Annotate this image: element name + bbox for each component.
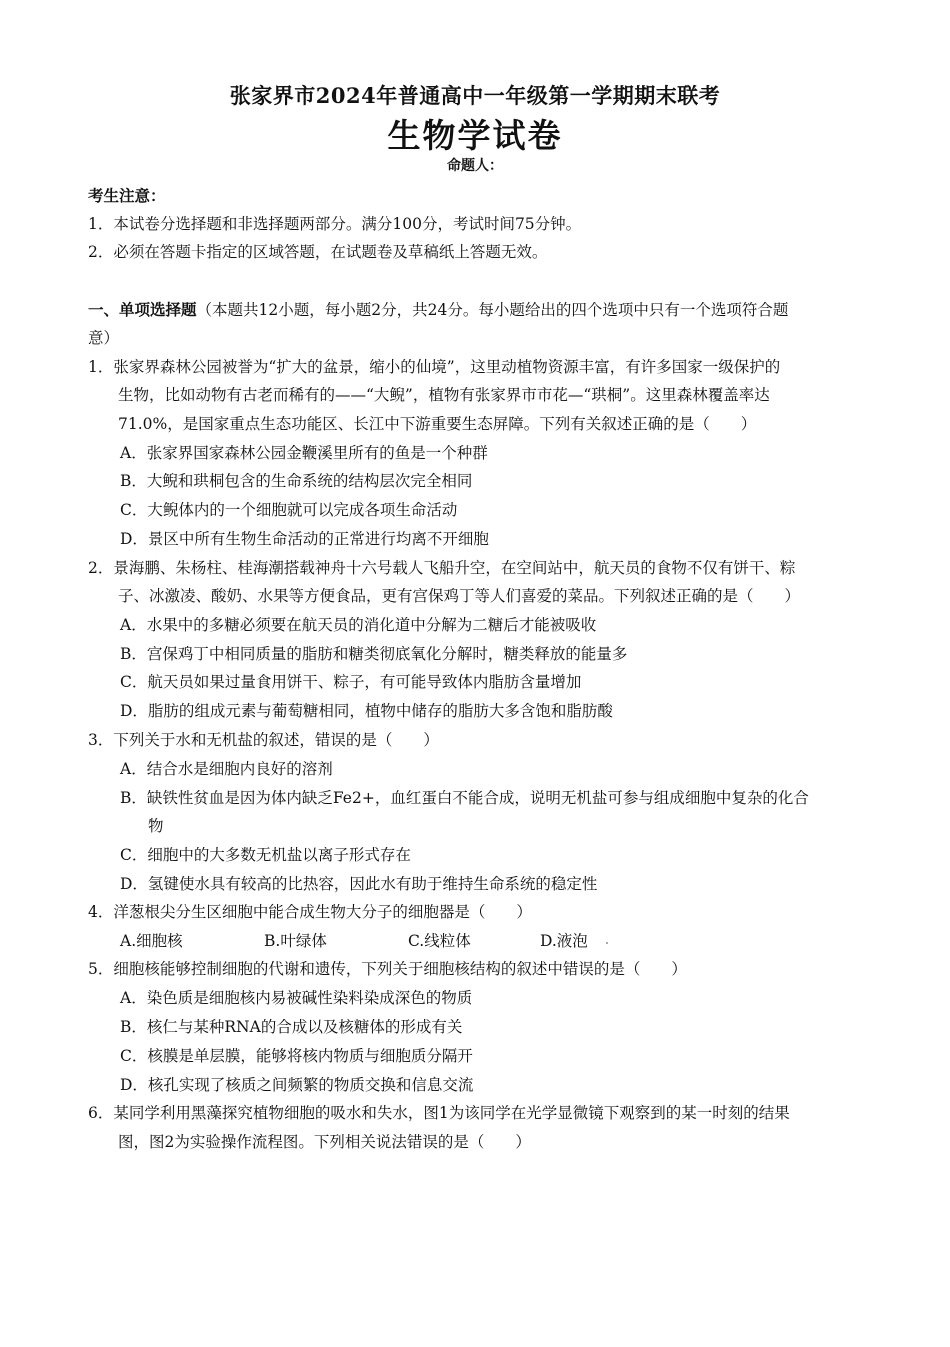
question-option: A.细胞核 [120,932,183,950]
question-option: C．细胞中的大多数无机盐以离子形式存在 [120,846,411,864]
question-stem: 3．下列关于水和无机盐的叙述，错误的是（ ） [88,731,439,749]
question-option: C．核膜是单层膜，能够将核内物质与细胞质分隔开 [120,1047,473,1065]
question-option: D．脂肪的组成元素与葡萄糖相同，植物中储存的脂肪大多含饱和脂肪酸 [120,702,613,720]
question-stem: 2．景海鹏、朱杨柱、桂海潮搭载神舟十六号载人飞船升空，在空间站中，航天员的食物不仅有饼干、粽 [88,559,796,577]
question-option: D．氢键使水具有较高的比热容，因此水有助于维持生命系统的稳定性 [120,875,598,893]
question-option: C．大鲵体内的一个细胞就可以完成各项生命活动 [120,501,458,519]
question-stem-cont: 生物，比如动物有古老而稀有的——“大鲵”，植物有张家界市市花—“珙桐”。这里森林覆盖率达 [118,386,770,404]
question-option: B．缺铁性贫血是因为体内缺乏Fe2+，血红蛋白不能合成，说明无机盐可参与组成细胞中复杂的化合 [120,789,809,807]
question-option: C.线粒体 [408,932,471,950]
question-stem-cont: 71.0%，是国家重点生态功能区、长江中下游重要生态屏障。下列有关叙述正确的是（ ） [118,415,757,433]
section-label: 一、单项选择题 [88,300,197,319]
question-option: B．宫保鸡丁中相同质量的脂肪和糖类彻底氧化分解时，糖类释放的能量多 [120,645,628,663]
notice-item: 1．本试卷分选择题和非选择题两部分。满分100分，考试时间75分钟。 [88,215,582,233]
subject-title: 生物学试卷 [387,116,563,155]
question-option: B.叶绿体 [264,932,327,950]
author-label: 命题人： [447,158,503,174]
question-option-cont: 物 [148,817,164,835]
question-option: D．景区中所有生物生命活动的正常进行均离不开细胞 [120,530,489,548]
question-option: B．核仁与某种RNA的合成以及核糖体的形成有关 [120,1018,463,1036]
question-option: C．航天员如果过量食用饼干、粽子，有可能导致体内脂肪含量增加 [120,673,582,691]
scan-speck [606,942,608,944]
question-stem-cont: 子、冰激凌、酸奶、水果等方便食品，更有宫保鸡丁等人们喜爱的菜品。下列叙述正确的是（ ） [118,587,801,605]
question-option: A．结合水是细胞内良好的溶剂 [120,760,333,778]
question-option: B．大鲵和珙桐包含的生命系统的结构层次完全相同 [120,472,473,490]
question-option: A．水果中的多糖必须要在航天员的消化道中分解为二糖后才能被吸收 [120,616,597,634]
section-desc: （本题共12小题，每小题2分，共24分。每小题给出的四个选项中只有一个选项符合题 [196,301,789,319]
question-stem: 5．细胞核能够控制细胞的代谢和遗传，下列关于细胞核结构的叙述中错误的是（ ） [88,960,687,978]
question-option: D.液泡 [540,932,588,950]
question-stem: 1．张家界森林公园被誉为“扩大的盆景，缩小的仙境”，这里动植物资源丰富，有许多国家一级保护的 [88,358,781,376]
question-option: A．张家界国家森林公园金鞭溪里所有的鱼是一个种群 [120,444,488,462]
section-desc-cont: 意） [88,329,120,347]
question-option: A．染色质是细胞核内易被碱性染料染成深色的物质 [120,989,473,1007]
question-stem: 4．洋葱根尖分生区细胞中能合成生物大分子的细胞器是（ ） [88,903,532,921]
question-option: D．核孔实现了核质之间频繁的物质交换和信息交流 [120,1076,474,1094]
question-stem: 6．某同学利用黑藻探究植物细胞的吸水和失水，图1为该同学在光学显微镜下观察到的某一时刻的结果 [88,1104,790,1122]
section-heading [88,300,788,320]
notice-heading: 考生注意： [88,186,166,205]
question-stem-cont: 图，图2为实验操作流程图。下列相关说法错误的是（ ） [118,1133,531,1151]
exam-title: 张家界市2024年普通高中一年级第一学期期末联考 [229,83,721,108]
notice-item: 2．必须在答题卡指定的区域答题，在试题卷及草稿纸上答题无效。 [88,243,548,261]
